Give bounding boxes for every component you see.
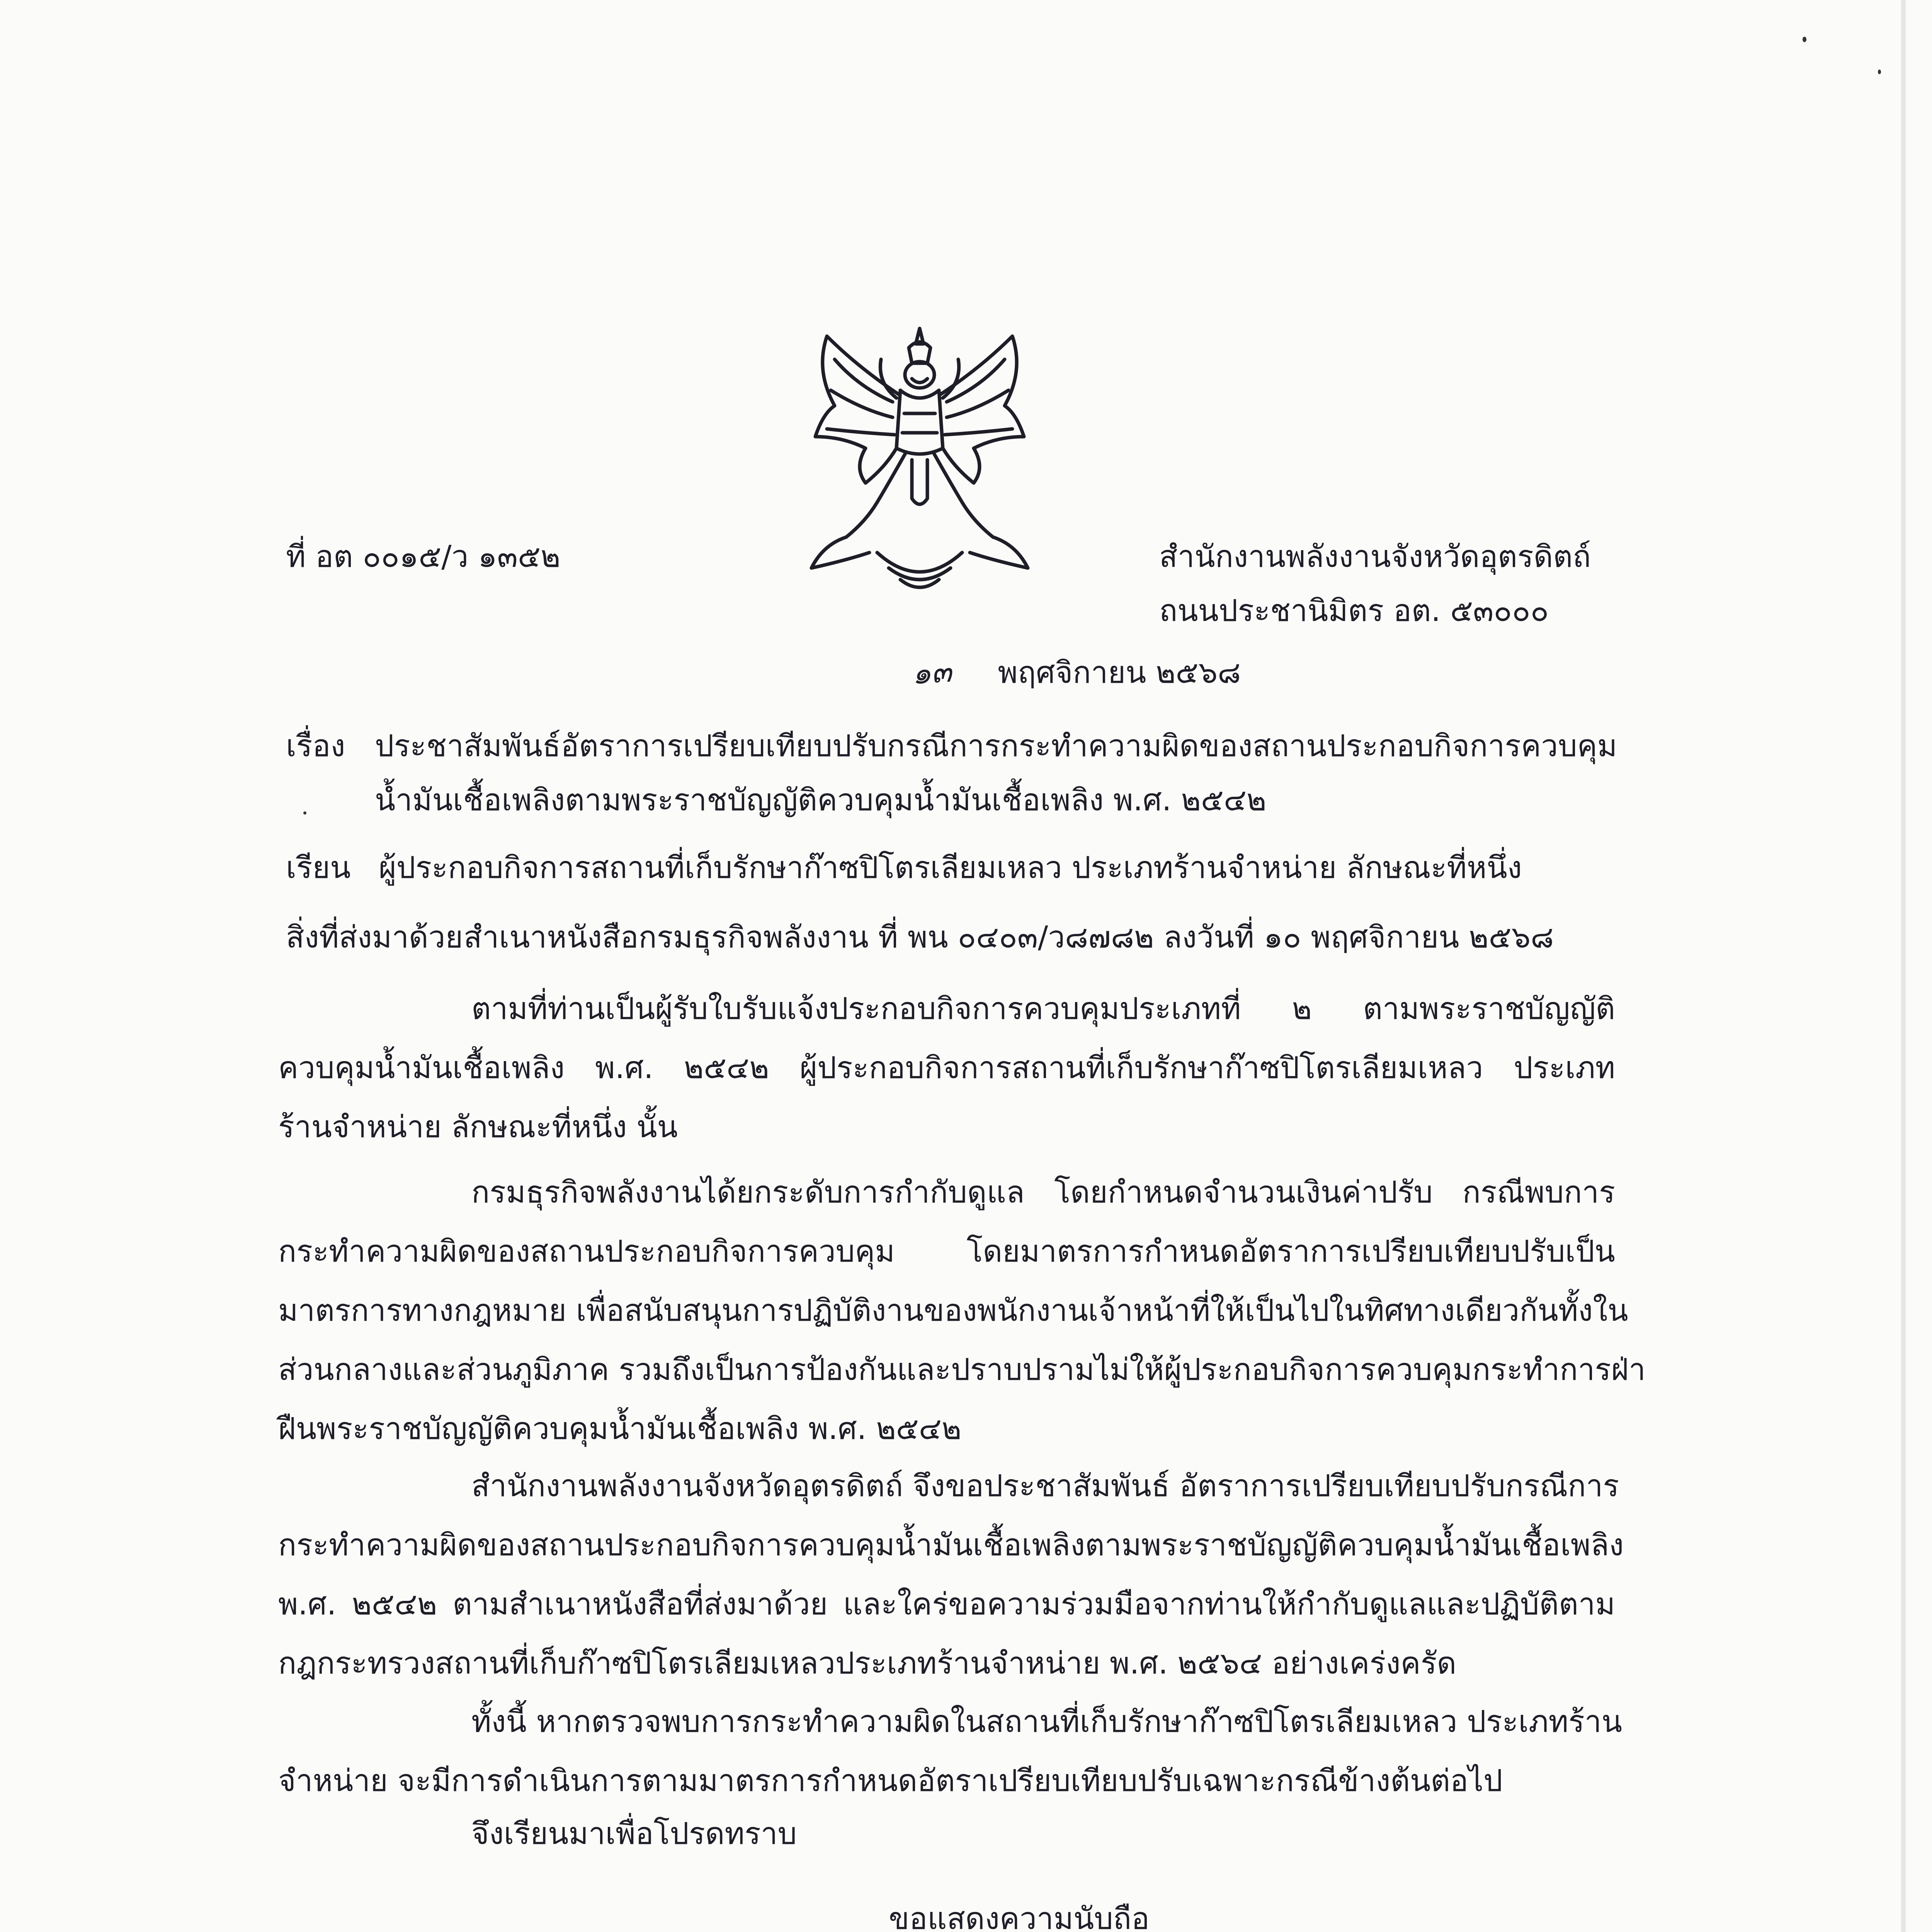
paragraph-1 xyxy=(278,980,1615,1157)
subject-label: เรื่อง xyxy=(286,729,345,764)
letter-date xyxy=(912,655,1241,691)
paragraph-3-line: กระทำความผิดของสถานประกอบกิจการควบคุมน้ำมันเชื้อเพลิงตามพระราชบัญญัติควบคุมน้ำมันเชื้อเพลิง xyxy=(278,1528,1624,1563)
scan-edge-line xyxy=(1901,0,1906,1932)
paragraph-2-line: ฝืนพระราชบัญญัติควบคุมน้ำมันเชื้อเพลิง พ.ศ. ๒๕๔๒ xyxy=(278,1412,962,1446)
scan-speck xyxy=(1878,70,1881,74)
addressee-label: เรียน xyxy=(286,850,351,885)
date-month-year: พฤศจิกายน ๒๕๖๘ xyxy=(998,655,1241,690)
scan-speck xyxy=(303,811,306,815)
sender-address: ถนนประชานิมิตร อต. ๕๓๐๐๐ xyxy=(1159,594,1549,628)
paragraph-1-line: ตามที่ท่านเป็นผู้รับใบรับแจ้งประกอบกิจการควบคุมประเภทที่ ๒ ตามพระราชบัญญัติ xyxy=(471,992,1615,1026)
scan-speck xyxy=(1803,37,1806,42)
paragraph-2-line: กรมธุรกิจพลังงานได้ยกระดับการกำกับดูแล โดยกำหนดจำนวนเงินค่าปรับ กรณีพบการ xyxy=(471,1175,1615,1210)
paragraph-3-line: กฎกระทรวงสถานที่เก็บก๊าซปิโตรเลียมเหลวประเภทร้านจำหน่าย พ.ศ. ๒๕๖๔ อย่างเคร่งครัด xyxy=(278,1646,1457,1681)
sender-office: สำนักงานพลังงานจังหวัดอุตรดิตถ์ xyxy=(1159,539,1591,574)
paragraph-1-line: ร้านจำหน่าย ลักษณะที่หนึ่ง นั้น xyxy=(278,1110,678,1145)
paragraph-4 xyxy=(278,1692,1622,1811)
enclosure-text: สำเนาหนังสือกรมธุรกิจพลังงาน ที่ พน ๐๔๐๓/ว๘๗๘๒ ลงวันที่ ๑๐ พฤศจิกายน ๒๕๖๘ xyxy=(464,920,1554,955)
paragraph-2-line: มาตรการทางกฎหมาย เพื่อสนับสนุนการปฏิบัติงานของพนักงานเจ้าหน้าที่ให้เป็นไปในทิศทางเดียวกันทั้งใน xyxy=(278,1293,1628,1328)
paragraph-1-line: ควบคุมน้ำมันเชื้อเพลิง พ.ศ. ๒๕๔๒ ผู้ประกอบกิจการสถานที่เก็บรักษาก๊าซปิโตรเลียมเหลว ประเภท xyxy=(278,1051,1615,1085)
paragraph-3-line: สำนักงานพลังงานจังหวัดอุตรดิตถ์ จึงขอประชาสัมพันธ์ อัตราการเปรียบเทียบปรับกรณีการ xyxy=(471,1469,1619,1503)
enclosure-label: สิ่งที่ส่งมาด้วย xyxy=(286,920,463,955)
garuda-emblem-icon xyxy=(800,321,1039,599)
paragraph-3-line: พ.ศ. ๒๕๔๒ ตามสำเนาหนังสือที่ส่งมาด้วย และใคร่ขอความร่วมมือจากท่านให้กำกับดูแลและปฏิบัติตาม xyxy=(278,1587,1615,1622)
paragraph-2-line: กระทำความผิดของสถานประกอบกิจการควบคุม โดยมาตรการกำหนดอัตราการเปรียบเทียบปรับเป็น xyxy=(278,1234,1615,1269)
subject-line-2: น้ำมันเชื้อเพลิงตามพระราชบัญญัติควบคุมน้ำมันเชื้อเพลิง พ.ศ. ๒๕๔๒ xyxy=(375,783,1267,818)
closing-request: จึงเรียนมาเพื่อโปรดทราบ xyxy=(471,1816,797,1851)
paragraph-4-line: จำหน่าย จะมีการดำเนินการตามมาตรการกำหนดอัตราเปรียบเทียบปรับเฉพาะกรณีข้างต้นต่อไป xyxy=(278,1764,1503,1798)
paragraph-3 xyxy=(278,1457,1624,1693)
date-day: ๑๓ xyxy=(910,654,953,692)
paragraph-4-line: ทั้งนี้ หากตรวจพบการกระทำความผิดในสถานที่เก็บรักษาก๊าซปิโตรเลียมเหลว ประเภทร้าน xyxy=(471,1704,1622,1739)
addressee-text: ผู้ประกอบกิจการสถานที่เก็บรักษาก๊าซปิโตรเลียมเหลว ประเภทร้านจำหน่าย ลักษณะที่หนึ่ง xyxy=(379,850,1522,885)
paragraph-2 xyxy=(278,1163,1646,1459)
reference-number: ที่ อต ๐๐๑๕/ว ๑๓๕๒ xyxy=(286,539,561,574)
complimentary-close: ขอแสดงความนับถือ xyxy=(889,1901,1150,1932)
subject-line-1: ประชาสัมพันธ์อัตราการเปรียบเทียบปรับกรณีการกระทำความผิดของสถานประกอบกิจการควบคุม xyxy=(375,729,1617,764)
paragraph-2-line: ส่วนกลางและส่วนภูมิภาค รวมถึงเป็นการป้องกันและปราบปรามไม่ให้ผู้ประกอบกิจการควบคุมกระทำการฝ่า xyxy=(278,1352,1646,1387)
